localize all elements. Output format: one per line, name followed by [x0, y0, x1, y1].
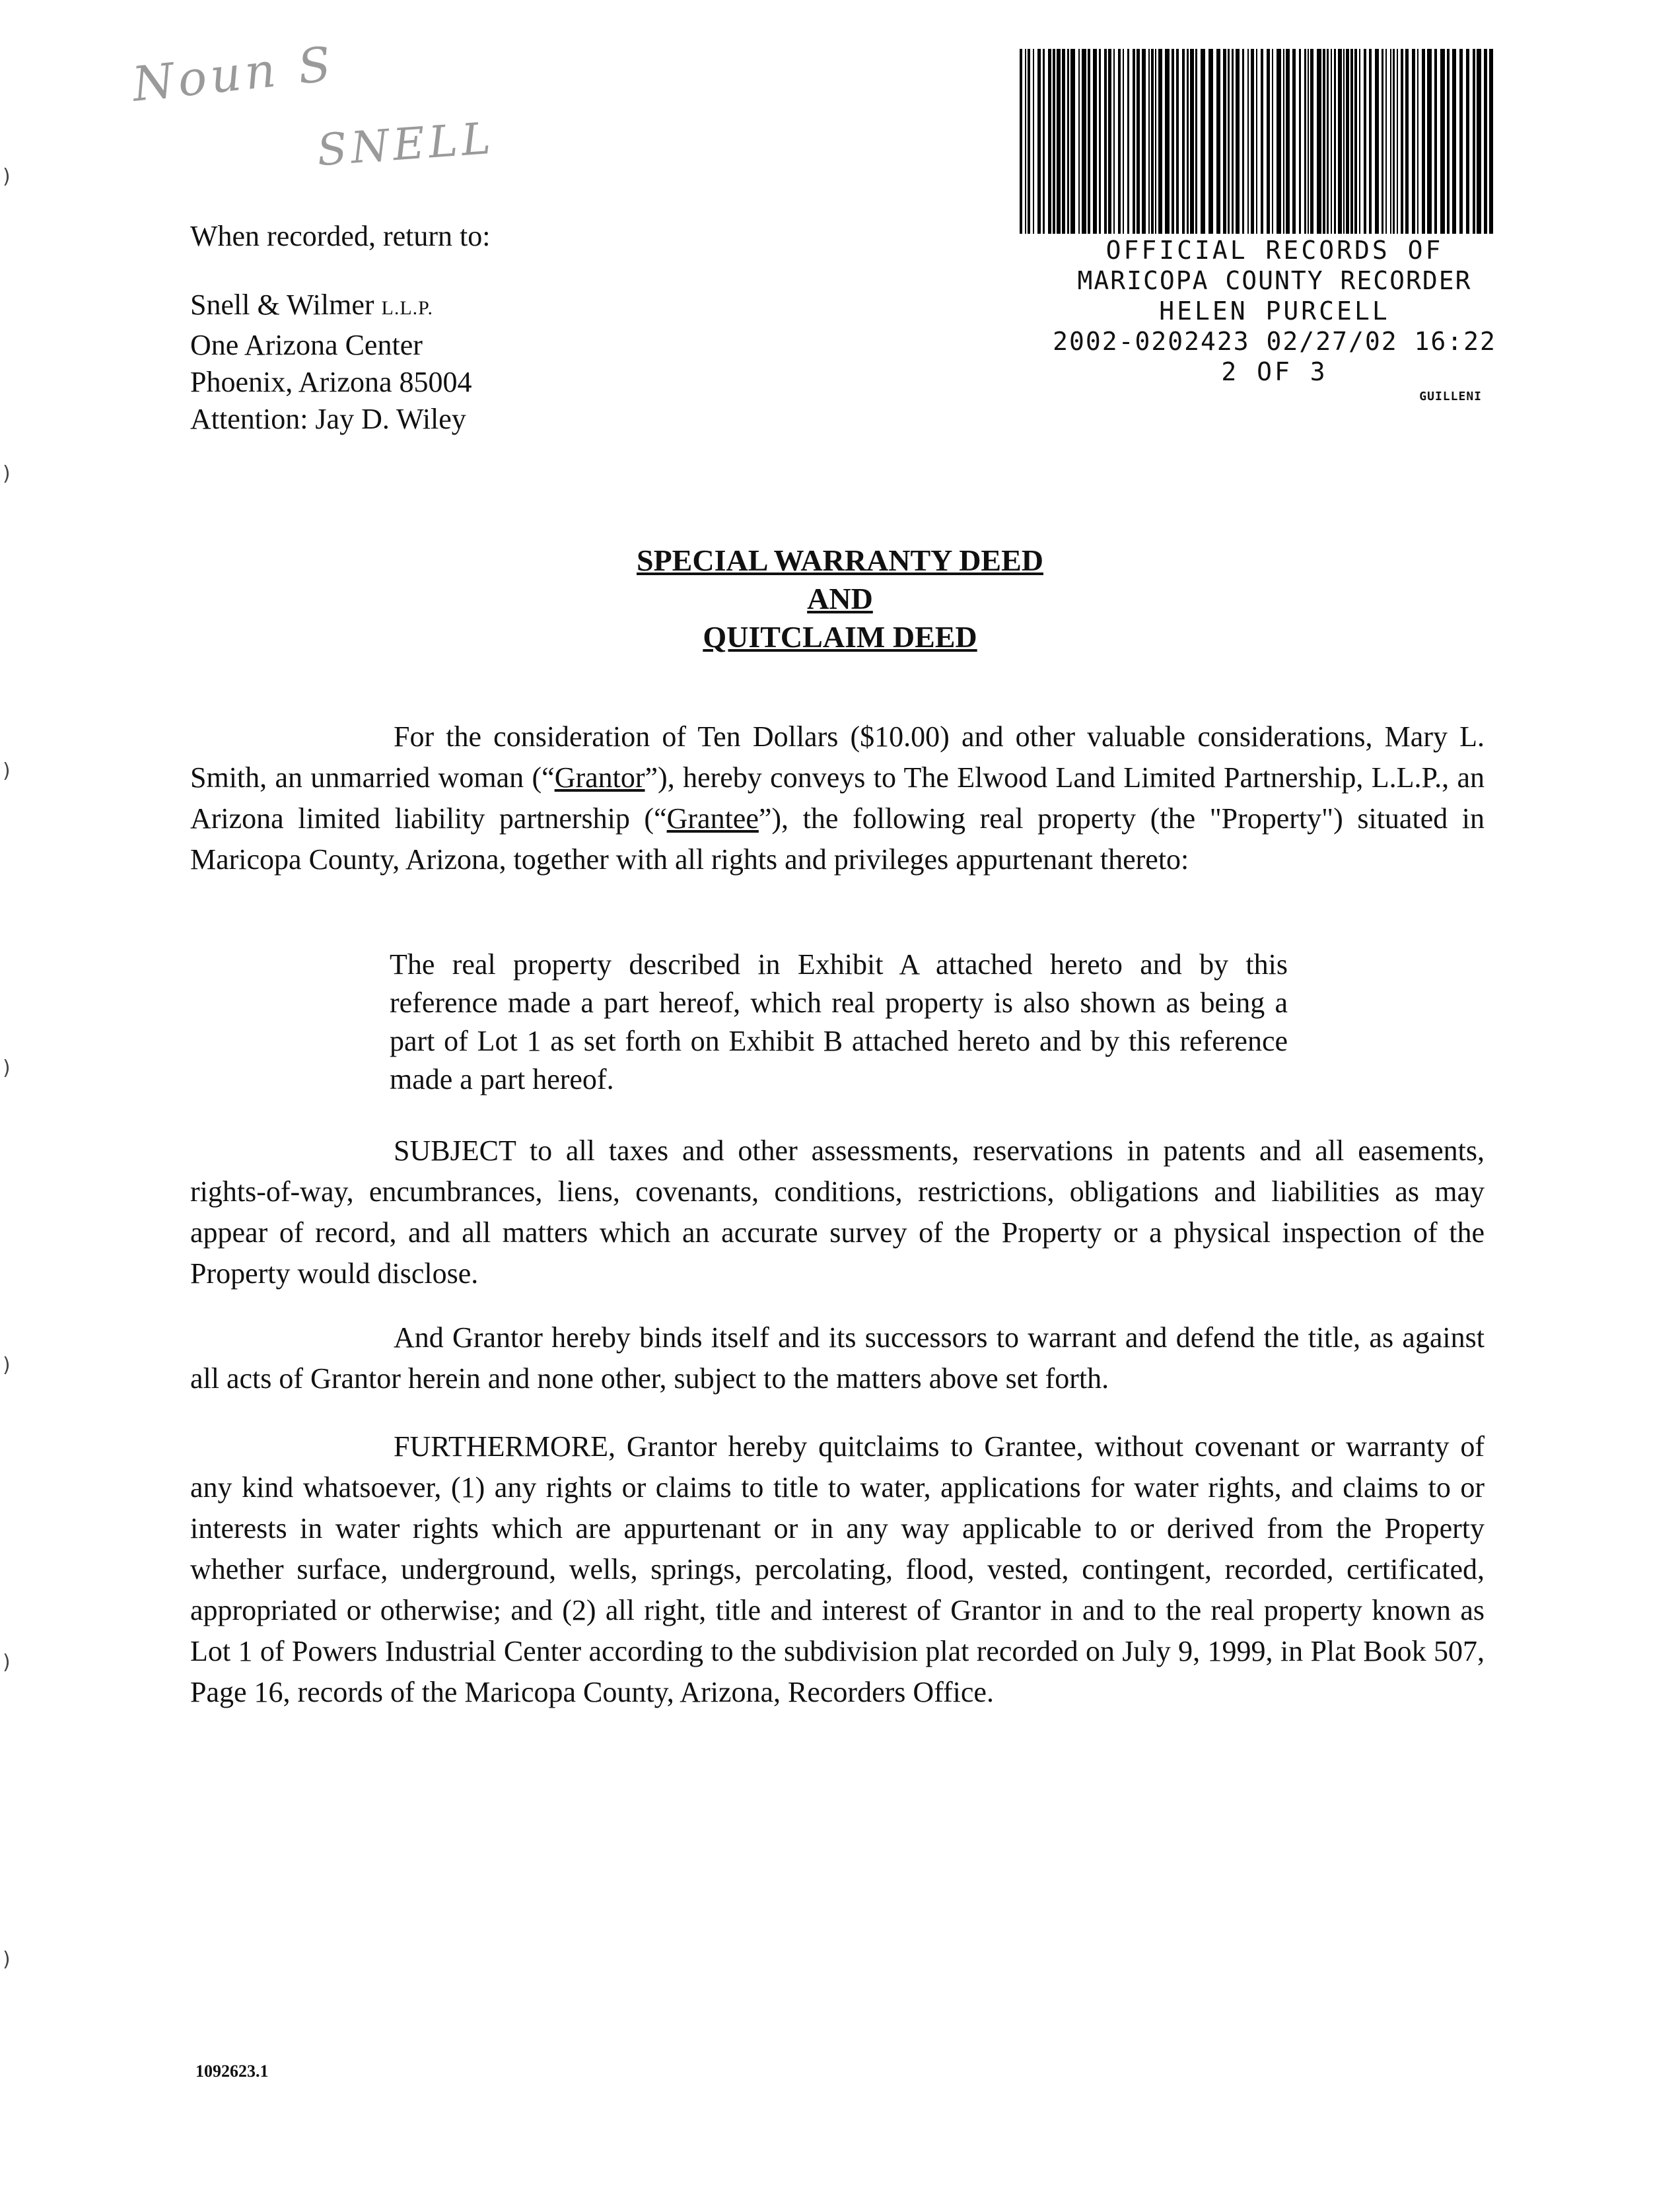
barcode-bar [1331, 49, 1332, 234]
barcode-bar [1155, 49, 1156, 234]
barcode-bar [1286, 49, 1290, 234]
barcode-bar [1093, 49, 1097, 234]
barcode-bar [1473, 49, 1475, 234]
barcode-bar [1382, 49, 1383, 234]
margin-mark: ) [3, 462, 11, 485]
barcode-bar [1412, 49, 1415, 234]
property-description-paragraph: The real property described in Exhibit A attached hereto and by this reference made a part hereof, which real property is also shown as being a part of Lot 1 as set forth on Exhibit B attached hereto and by this reference made a part hereof. [390, 948, 1288, 1095]
barcode-bar [1308, 49, 1309, 234]
barcode-bar [1375, 49, 1379, 234]
barcode-bar [1261, 49, 1263, 234]
title-line-1: SPECIAL WARRANTY DEED [636, 543, 1043, 577]
barcode-bar [1466, 49, 1469, 234]
barcode-bar [1484, 49, 1487, 234]
deed-title [0, 541, 1680, 656]
grantor-term: Grantor [554, 761, 645, 794]
title-line-3: QUITCLAIM DEED [703, 620, 977, 654]
barcode-bar [1323, 49, 1325, 234]
barcode [1020, 49, 1500, 234]
barcode-bar [1405, 49, 1409, 234]
barcode-bar [1216, 49, 1220, 234]
address-line-1: One Arizona Center [190, 329, 423, 361]
barcode-bar [1176, 49, 1179, 234]
barcode-bar [1434, 49, 1437, 234]
margin-mark: ) [3, 1354, 11, 1377]
barcode-bar [1256, 49, 1257, 234]
stamp-line-1: OFFICIAL RECORDS OF [1105, 236, 1444, 265]
handwritten-note: Noun S [129, 36, 337, 112]
consideration-paragraph [190, 716, 1485, 880]
barcode-bar [1364, 49, 1366, 234]
return-address-block [190, 218, 490, 438]
barcode-bar [1123, 49, 1124, 234]
barcode-bar [1020, 49, 1022, 234]
barcode-bar [1489, 49, 1493, 234]
barcode-bar [1385, 49, 1387, 234]
barcode-bar [1422, 49, 1425, 234]
stamp-page-count: 2 OF 3 [1221, 357, 1328, 386]
barcode-bar [1182, 49, 1185, 234]
barcode-bar [1113, 49, 1115, 234]
stamp-line-3: HELEN PURCELL [1159, 296, 1390, 326]
grantee-term: Grantee [666, 802, 759, 835]
stamp-line-2: MARICOPA COUNTY RECORDER [1077, 266, 1472, 295]
barcode-bar [1247, 49, 1249, 234]
barcode-bar [1236, 49, 1240, 234]
barcode-bar [1427, 49, 1432, 234]
barcode-bar [1208, 49, 1213, 234]
barcode-bar [1452, 49, 1456, 234]
barcode-bar [1447, 49, 1450, 234]
address-line-2: Phoenix, Arizona 85004 [190, 366, 472, 398]
margin-mark: ) [3, 1948, 11, 1971]
barcode-bar [1232, 49, 1234, 234]
barcode-bar [1099, 49, 1101, 234]
barcode-bar [1070, 49, 1075, 234]
barcode-bar [1137, 49, 1140, 234]
barcode-bar [1172, 49, 1174, 234]
barcode-bar [1187, 49, 1189, 234]
barcode-bar [1151, 49, 1154, 234]
barcode-bar [1350, 49, 1353, 234]
barcode-bar [1242, 49, 1244, 234]
barcode-bar [1108, 49, 1111, 234]
barcode-bar [1304, 49, 1306, 234]
barcode-bar [1088, 49, 1090, 234]
return-label: When recorded, return to: [190, 220, 491, 252]
barcode-bar [1393, 49, 1395, 234]
barcode-bar [1201, 49, 1205, 234]
p1-text-c: ”), the following real property (the "Property") situated in Maricopa County, Arizona, together with all rights and privileges appurtenant thereto: [190, 802, 1485, 876]
p1-text-a: For the consideration of Ten Dollars ($10.00) and other valuable considerations, Mary L. Smith, an unmarried woman (“ [190, 720, 1485, 794]
barcode-bar [1327, 49, 1329, 234]
barcode-bar [1037, 49, 1041, 234]
barcode-bar [1165, 49, 1170, 234]
barcode-bar [1158, 49, 1162, 234]
stamp-clerk: GUILLENI [1419, 390, 1482, 403]
barcode-bar [1062, 49, 1065, 234]
barcode-bar [1053, 49, 1055, 234]
barcode-bar [1190, 49, 1194, 234]
barcode-bar [1025, 49, 1026, 234]
margin-mark: ) [3, 1651, 11, 1674]
barcode-bar [1317, 49, 1321, 234]
quitclaim-paragraph: FURTHERMORE, Grantor hereby quitclaims to Grantee, without covenant or warranty of any kind whatsoever, (1) any rights or claims to title to water, applications for water rights, and claims to or interests in water rights which are appurtenant or in any way applicable to or derived from the Property whether surface, underground, wells, springs, percolating, flood, vested, contingent, recorded, certificated, appropriated or otherwise; and (2) all right, title and interest of Grantor in and to the real property known as Lot 1 of Powers Industrial Center according to the subdivision plat recorded on July 9, 1999, in Plat Book 507, Page 16, records of the Maricopa County, Arizona, Recorders Office. [190, 1430, 1485, 1708]
stamp-recording-number: 2002-0202423 02/27/02 16:22 [1053, 327, 1496, 356]
barcode-bar [1148, 49, 1150, 234]
attention-line: Attention: Jay D. Wiley [190, 403, 466, 435]
margin-mark: ) [3, 759, 11, 782]
warranty-paragraph: And Grantor hereby binds itself and its successors to warrant and defend the title, as against all acts of Grantor herein and none other, subject to the matters above set forth. [190, 1321, 1485, 1395]
barcode-bar [1142, 49, 1146, 234]
barcode-bar [1292, 49, 1296, 234]
barcode-bar [1118, 49, 1121, 234]
barcode-bar [1338, 49, 1342, 234]
barcode-bar [1267, 49, 1270, 234]
barcode-bar [1272, 49, 1273, 234]
barcode-bar [1299, 49, 1301, 234]
margin-mark: ) [3, 1057, 11, 1080]
barcode-bar [1346, 49, 1349, 234]
subject-to-paragraph: SUBJECT to all taxes and other assessments, reservations in patents and all easements, rights-of-way, encumbrances, liens, covenants, conditions, restrictions, obligations and liabilities as may appear of record, and all matters which an accurate survey of the Property or a physical inspection of the Property would disclose. [190, 1134, 1485, 1290]
firm-suffix: L.L.P. [381, 297, 434, 319]
firm-name [190, 287, 490, 327]
barcode-bar [1401, 49, 1403, 234]
barcode-bar [1310, 49, 1313, 234]
barcode-bar [1277, 49, 1281, 234]
barcode-bar [1048, 49, 1051, 234]
barcode-bar [1477, 49, 1481, 234]
barcode-bar [1078, 49, 1080, 234]
barcode-bar [1334, 49, 1336, 234]
margin-mark: ) [3, 165, 11, 188]
barcode-bar [1223, 49, 1226, 234]
barcode-bar [1127, 49, 1129, 234]
barcode-bar [1133, 49, 1135, 234]
barcode-bar [1228, 49, 1230, 234]
barcode-bar [1369, 49, 1372, 234]
barcode-bar [1417, 49, 1418, 234]
barcode-bar [1195, 49, 1197, 234]
handwritten-name: SNELL [315, 112, 497, 176]
recorder-stamp [1004, 235, 1545, 405]
barcode-bar [1043, 49, 1045, 234]
barcode-bar [1033, 49, 1034, 234]
barcode-bar [1251, 49, 1254, 234]
title-line-2: AND [807, 582, 873, 615]
barcode-bar [1397, 49, 1398, 234]
barcode-bar [1104, 49, 1107, 234]
p1-text-b: ”), hereby conveys to The Elwood Land Limited Partnership, L.L.P., an Arizona limited liability partnership (“ [190, 761, 1485, 835]
barcode-bar [1390, 49, 1391, 234]
barcode-bar [1359, 49, 1360, 234]
barcode-bar [1283, 49, 1284, 234]
barcode-bar [1057, 49, 1061, 234]
barcode-bar [1028, 49, 1030, 234]
barcode-bar [1354, 49, 1357, 234]
barcode-bar [1440, 49, 1445, 234]
firm-name-text: Snell & Wilmer [190, 289, 374, 321]
document-id: 1092623.1 [195, 2062, 269, 2081]
barcode-bar [1082, 49, 1086, 234]
barcode-bar [1459, 49, 1463, 234]
barcode-bar [1343, 49, 1345, 234]
barcode-bar [1067, 49, 1069, 234]
